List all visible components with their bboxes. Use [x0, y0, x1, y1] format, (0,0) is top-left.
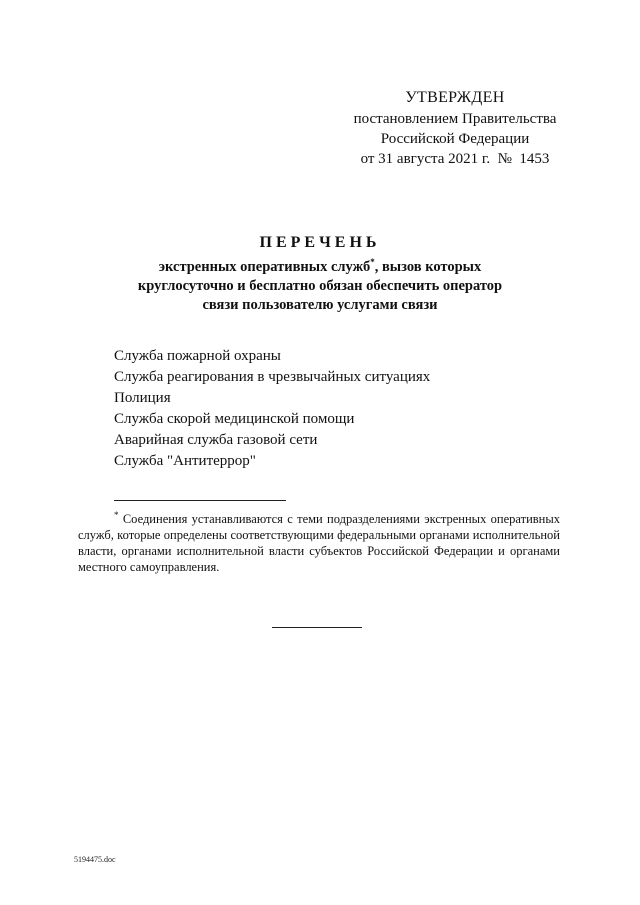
- footnote: [78, 511, 560, 575]
- approval-date-line: от 31 августа 2021 г. № 1453: [360, 151, 550, 167]
- subtitle-line: круглосуточно и бесплатно обязан обеспечить оператор: [137, 278, 503, 294]
- list-item: Служба пожарной охраны: [114, 348, 281, 364]
- approval-block: [320, 88, 590, 169]
- document-subtitle: [110, 258, 530, 315]
- subtitle-text: экстренных оперативных служб: [158, 259, 371, 275]
- document-title: ПЕРЕЧЕНЬ: [259, 234, 381, 251]
- list-item: Полиция: [114, 390, 171, 406]
- footnote-text: Соединения устанавливаются с теми подразделениями экстренных оперативных служб, которые определены соответствующими федеральными органами исполнительной власти, органами исполнительной власти субъектов Российской Федерации и органами местного самоуправления.: [78, 512, 561, 574]
- list-item: Служба реагирования в чрезвычайных ситуациях: [114, 369, 431, 385]
- footnote-divider: [114, 500, 286, 501]
- services-list: [114, 346, 430, 472]
- footnote-marker: *: [370, 257, 375, 268]
- list-item: Служба "Антитеррор": [114, 453, 256, 469]
- approval-line: Российской Федерации: [380, 131, 530, 147]
- end-divider: [272, 627, 362, 628]
- document-code: 5194475.doc: [74, 855, 116, 864]
- subtitle-line: [110, 258, 530, 277]
- list-item: Аварийная служба газовой сети: [114, 432, 318, 448]
- approval-line: постановлением Правительства: [353, 111, 557, 127]
- list-item: Служба скорой медицинской помощи: [114, 411, 355, 427]
- subtitle-line: связи пользователю услугами связи: [202, 297, 438, 313]
- approval-title: УТВЕРЖДЕН: [405, 89, 505, 106]
- subtitle-text: , вызов которых: [374, 259, 482, 275]
- footnote-marker: *: [114, 509, 119, 520]
